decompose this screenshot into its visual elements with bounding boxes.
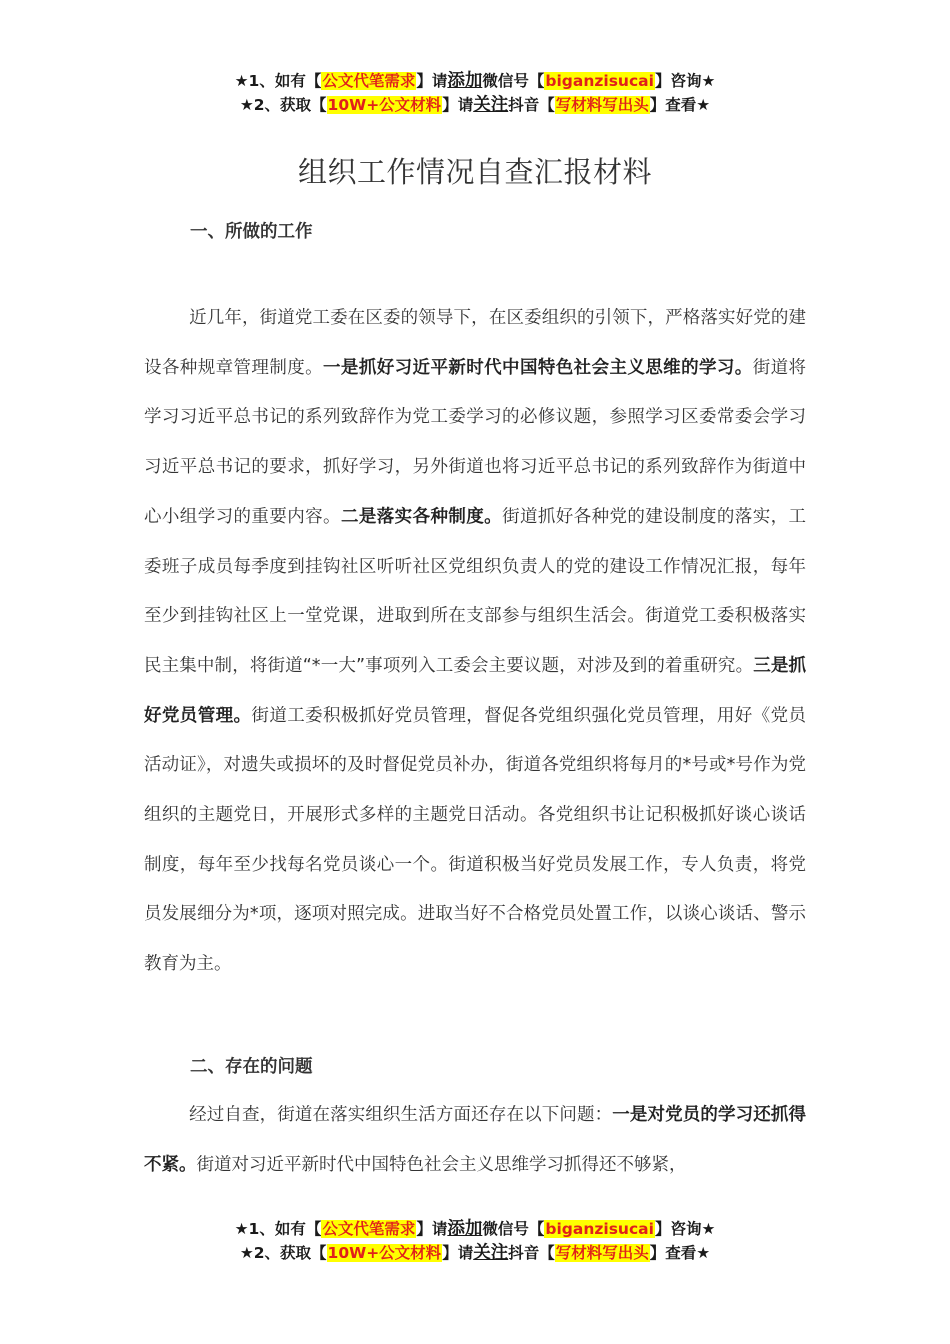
banner-emphasis: 关注 xyxy=(473,95,509,115)
banner-emphasis: 添加 xyxy=(447,1219,483,1239)
key-point: 二是落实各种制度。 xyxy=(340,506,503,527)
banner-emphasis: 添加 xyxy=(447,71,483,91)
banner-highlight: 公文代笔需求 xyxy=(322,1220,416,1238)
key-point: 一是抓好习近平新时代中国特色社会主义思维的学习。 xyxy=(323,357,753,378)
paragraph-problems: 经过自查，街道在落实组织生活方面还存在以下问题：一是对党员的学习还抓得不紧。街道对习近平新时代中国特色社会主义思维学习抓得还不够紧， xyxy=(144,1105,807,1175)
document-title: 组织工作情况自查汇报材料 xyxy=(297,155,652,189)
banner-highlight: 公文代笔需求 xyxy=(322,72,416,90)
banner-line-1: ★1、如有【公文代笔需求】请添加微信号【biganzisucai】咨询★ xyxy=(234,71,716,91)
banner-highlight: 10W+公文材料 xyxy=(327,1244,442,1262)
banner-line-2: ★2、获取【10W+公文材料】请关注抖音【写材料写出头】查看★ xyxy=(239,1243,711,1263)
banner-douyin-id: 写材料写出头 xyxy=(555,1244,649,1262)
banner-douyin-id: 写材料写出头 xyxy=(555,96,649,114)
banner-line-1: ★1、如有【公文代笔需求】请添加微信号【biganzisucai】咨询★ xyxy=(234,1219,716,1239)
banner-emphasis: 关注 xyxy=(473,1243,509,1263)
paragraph-work-done: 近几年，街道党工委在区委的领导下，在区委组织的引领下，严格落实好党的建设各种规章管理制度。一是抓好习近平新时代中国特色社会主义思维的学习。街道将学习习近平总书记的系列致辞作为党工委学习的必修议题，参照学习区委常委会学习习近平总书记的要求，抓好学习，另外街道也将习近平总书记的系列致辞作为街道中心小组学习的重要内容。二是落实各种制度。街道抓好各种党的建设制度的落实，工委班子成员每季度到挂钩社区听听社区党组织负责人的党的建设工作情况汇报，每年至少到挂钩社区上一堂党课，进取到所在支部参与组织生活会。街道党工委积极落实民主集中制，将街道“*一大”事项列入工委会主要议题，对涉及到的着重研究。三是抓好党员管理。街道工委积极抓好党员管理，督促各党组织强化党员管理，用好《党员活动证》，对遗失或损坏的及时督促党员补办，街道各党组织将每月的*号或*号作为党组织的主题党日，开展形式多样的主题党日活动。各党组织书让记积极抓好谈心谈话制度，每年至少找每名党员谈心一个。街道积极当好党员发展工作，专人负责，将党员发展细分为*项，逐项对照完成。进取当好不合格党员处置工作，以谈心谈话、警示教育为主。 xyxy=(144,308,807,975)
footer-banner xyxy=(0,1217,950,1265)
banner-wechat-id: biganzisucai xyxy=(545,1220,654,1238)
section-heading-work-done: 一、所做的工作 xyxy=(190,222,313,242)
header-banner xyxy=(0,69,950,117)
section-heading-problems: 二、存在的问题 xyxy=(190,1057,313,1077)
banner-line-2: ★2、获取【10W+公文材料】请关注抖音【写材料写出头】查看★ xyxy=(239,95,711,115)
banner-wechat-id: biganzisucai xyxy=(545,72,654,90)
banner-highlight: 10W+公文材料 xyxy=(327,96,442,114)
key-point: 一是对党员的学习还抓得不紧。 xyxy=(144,1105,807,1175)
key-point: 三是抓好党员管理。 xyxy=(144,655,806,726)
